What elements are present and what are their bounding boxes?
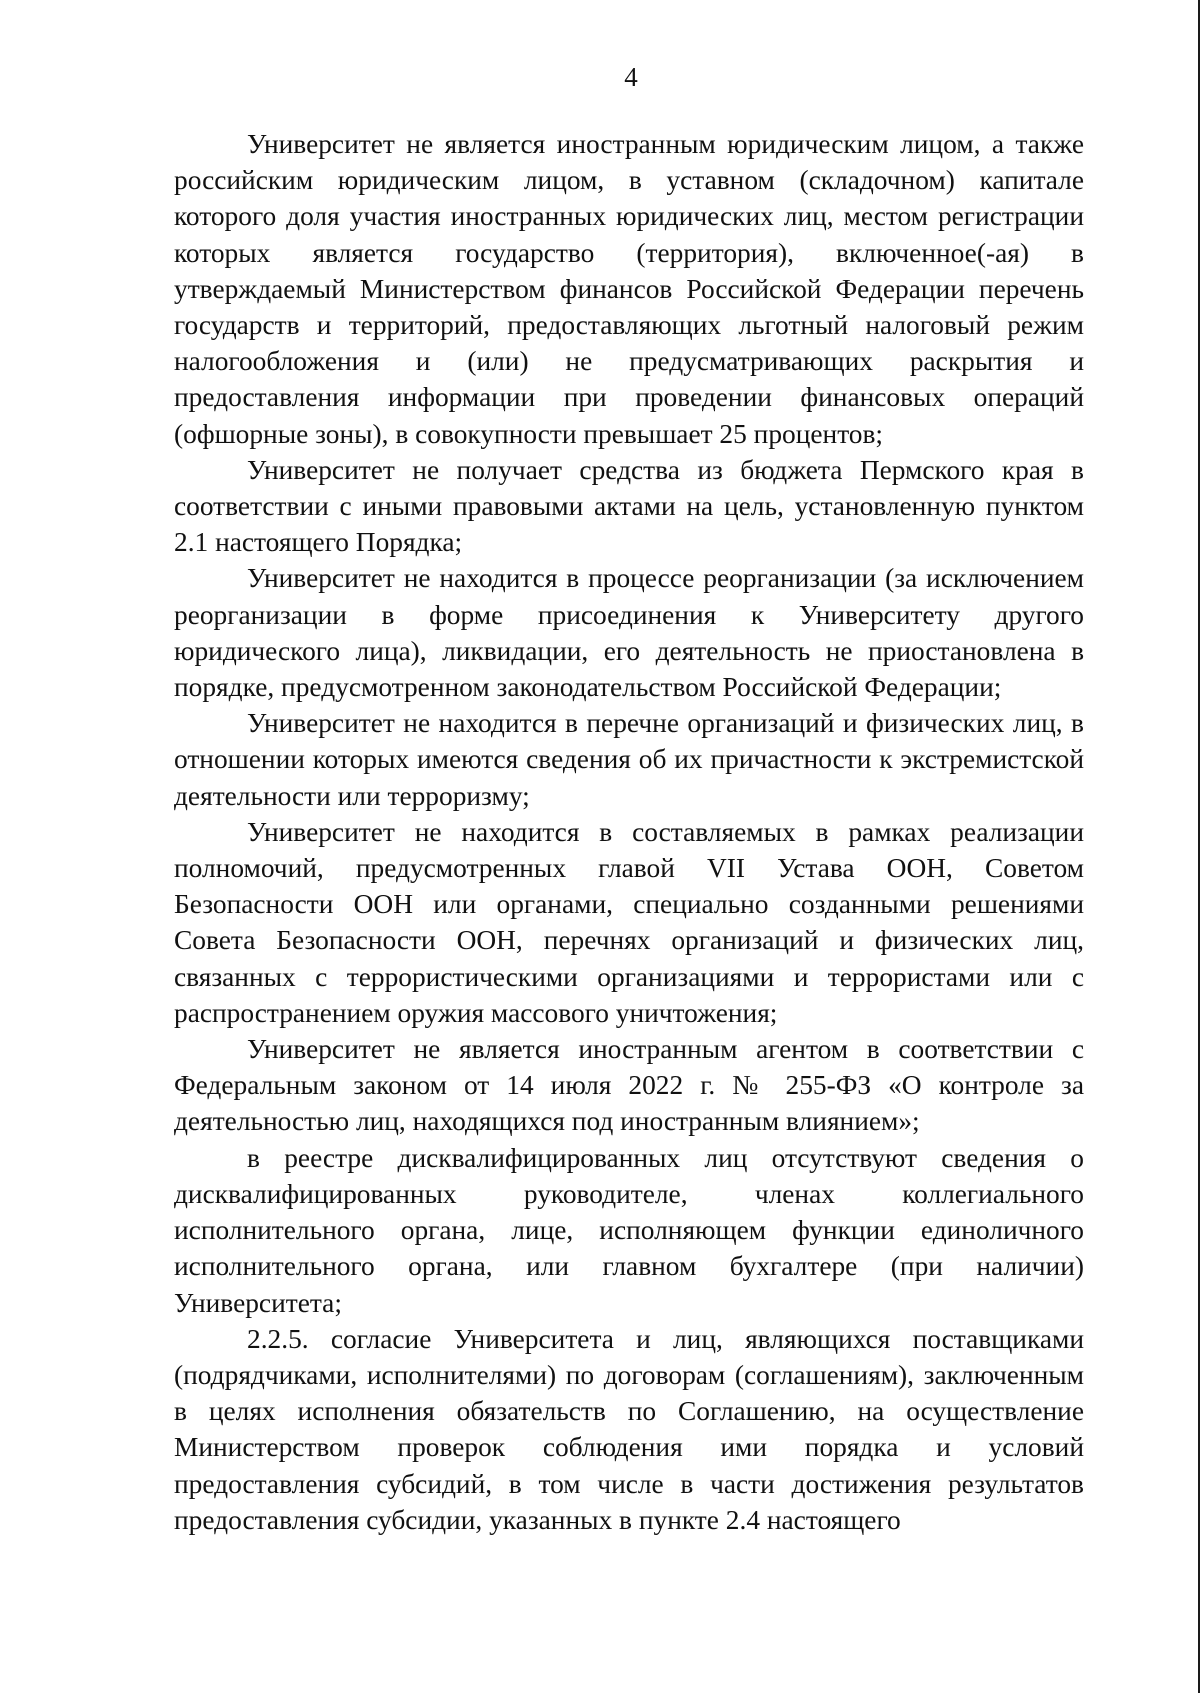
paragraph-clause-2-2-5: 2.2.5. согласие Университета и лиц, являющихся поставщиками (подрядчиками, исполнителями) по договорам (соглашениям), заключенным в целях исполнения обязательств по Соглашению, на осуществление Министерством проверок соблюдения ими порядка и условий предоставления субсидий, в том числе в части достижения результатов предоставления субсидии, указанных в пункте 2.4 настоящего bbox=[174, 1323, 1084, 1535]
paragraph-extremism-list: Университет не находится в перечне организаций и физических лиц, в отношении которых имеются сведения об их причастности к экстремистской деятельности или терроризму; bbox=[174, 708, 1084, 811]
paragraph-un-lists: Университет не находится в составляемых в рамках реализации полномочий, предусмотренных главой VII Устава ООН, Советом Безопасности ООН или органами, специально созданными решениями Совета Безопасности ООН, перечнях организаций и физических лиц, связанных с террористическими организациями и террористами или с распространением оружия массового уничтожения; bbox=[174, 816, 1084, 1028]
page-number: 4 bbox=[624, 62, 638, 92]
paragraph-foreign-entity: Университет не является иностранным юридическим лицом, а также российским юридическим лицом, в уставном (складочном) капитале которого доля участия иностранных юридических лиц, местом регистрации которых является государство (территория), включенное(-ая) в утверждаемый Министерством финансов Российской Федерации перечень государств и территорий, предоставляющих льготный налоговый режим налогообложения и (или) не предусматривающих раскрытия и предоставления информации при проведении финансовых операций (офшорные зоны), в совокупности превышает 25 процентов; bbox=[174, 129, 1084, 449]
paragraph-reorganization: Университет не находится в процессе реорганизации (за исключением реорганизации в форме присоединения к Университету другого юридического лица), ликвидации, его деятельность не приостановлена в порядке, предусмотренном законодательством Российской Федерации; bbox=[174, 563, 1084, 703]
paragraph-perm-budget: Университет не получает средства из бюджета Пермского края в соответствии с иными правовыми актами на цель, установленную пунктом 2.1 настоящего Порядка; bbox=[174, 454, 1084, 558]
paragraph-foreign-agent: Университет не является иностранным агентом в соответствии с Федеральным законом от 14 июля 2022 г. № 255-ФЗ «О контроле за деятельностью лиц, находящихся под иностранным влиянием»; bbox=[174, 1034, 1084, 1137]
document-body bbox=[174, 126, 1084, 1538]
paragraph-disqualified-persons: в реестре дисквалифицированных лиц отсутствуют сведения о дисквалифицированных руководителе, членах коллегиального исполнительного органа, лице, исполняющем функции единоличного исполнительного органа, или главном бухгалтере (при наличии) Университета; bbox=[174, 1142, 1084, 1318]
